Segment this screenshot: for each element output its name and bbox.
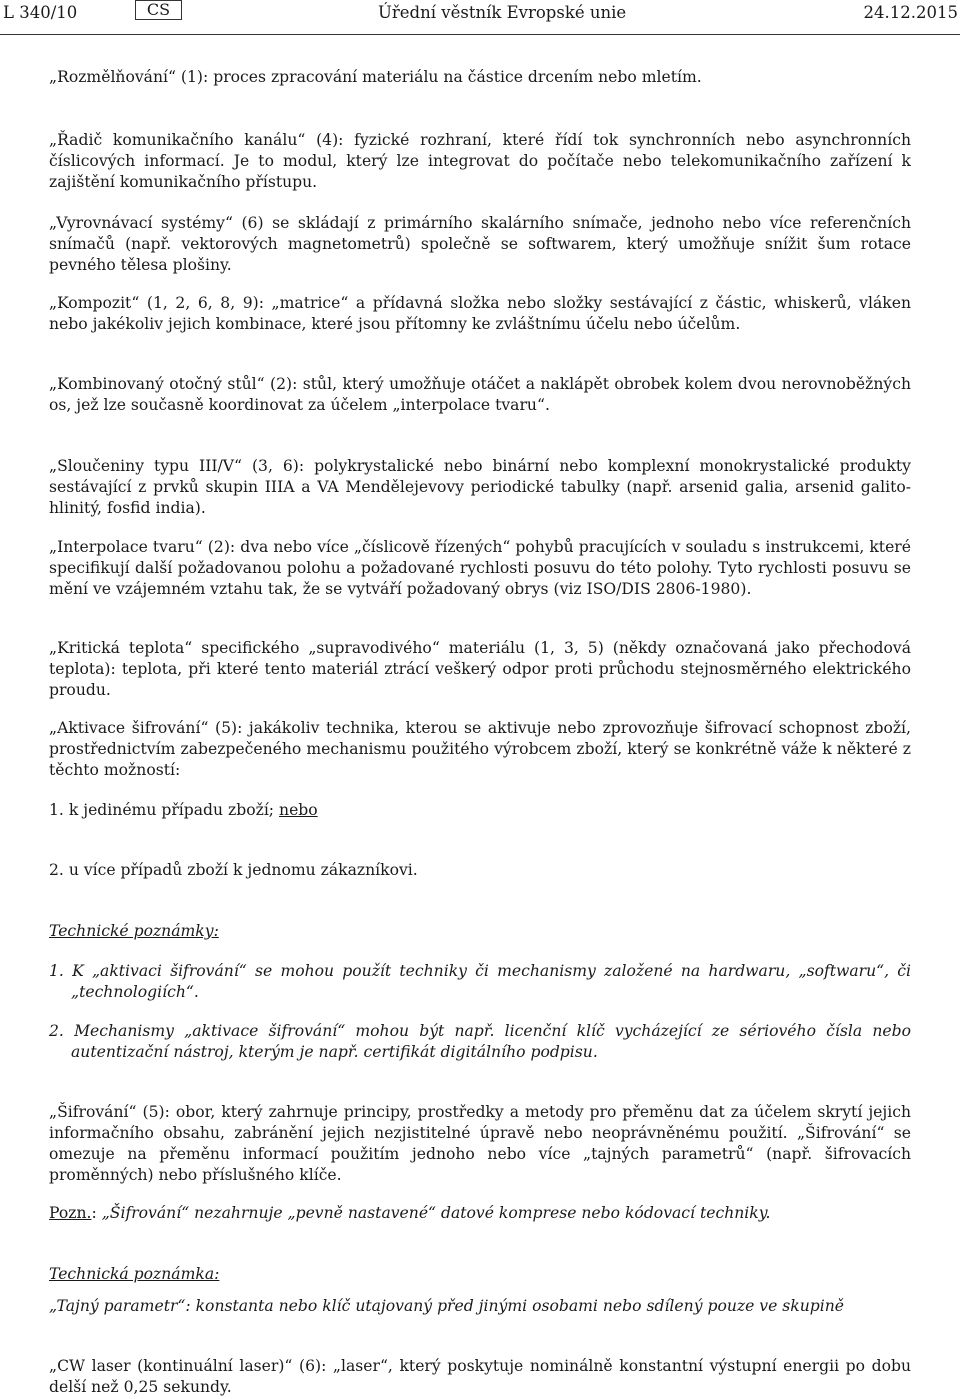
pozn-label: Pozn. — [49, 1204, 92, 1222]
definition-radic-komunikacniho-kanalu: „Řadič komunikačního kanálu“ (4): fyzické rozhraní, které řídí tok synchronních nebo asynchronních číslicových informací. Je to modul, který lze integrovat do počítače nebo telekomunikačního zařízení k zajištění komunikačního přístupu. — [49, 131, 911, 191]
list-item-1-or: nebo — [279, 801, 318, 819]
definition-slouceniny-typu-iii-v: „Sloučeniny typu III/V“ (3, 6): polykrystalické nebo binární nebo komplexní monokrystalické produkty sestávající z prvků skupin IIIA a VA Mendělejevovy periodické tabulky (např. arsenid galia, arsenid galito-hlinitý, fosfid india). — [49, 457, 911, 517]
pozn-text: „Šifrování“ nezahrnuje „pevně nastavené“ datové komprese nebo kódovací techniky. — [96, 1204, 771, 1222]
technical-notes-heading-text: Technické poznámky: — [49, 922, 219, 940]
definition-vyrovnavaci-systemy: „Vyrovnávací systémy“ (6) se skládají z primárního skalárního snímače, jednoho nebo více referenčních snímačů (např. vektorových magnetometrů) společně se softwarem, který umožňuje snížit šum rotace pevného tělesa plošiny. — [49, 214, 911, 274]
technical-note-heading-text: Technická poznámka: — [49, 1265, 220, 1283]
definition-kriticka-teplota: „Kritická teplota“ specifického „supravodivého“ materiálu (1, 3, 5) (někdy označovaná jako přechodová teplota): teplota, při které tento materiál ztrácí veškerý odpor proti průchodu stejnosměrného elektrického proudu. — [49, 639, 911, 699]
pozn-note — [49, 1203, 911, 1224]
technical-note-1: 1. K „aktivaci šifrování“ se mohou použít techniky či mechanismy založené na hardwaru, „softwaru“, či „technologiích“. — [49, 962, 911, 1001]
list-item-2: 2. u více případů zboží k jednomu zákazníkovi. — [49, 861, 418, 879]
language-code-box: CS — [135, 0, 182, 20]
publication-date: 24.12.2015 — [863, 3, 958, 22]
page-header — [0, 0, 960, 35]
page-number: L 340/10 — [3, 3, 78, 22]
definition-cw-laser: „CW laser (kontinuální laser)“ (6): „laser“, který poskytuje nominálně konstantní výstupní energii po dobu delší než 0,25 sekundy. — [49, 1357, 911, 1396]
pozn-colon: : — [91, 1204, 97, 1222]
definition-kompozit: „Kompozit“ (1, 2, 6, 8, 9): „matrice“ a přídavná složka nebo složky sestávající z částic, whiskerů, vláken nebo jakékoliv jejich kombinace, které jsou přítomny ke zvláštnímu účelu nebo účelům. — [49, 294, 911, 333]
definition-rozmelnovani: „Rozmělňování“ (1): proces zpracování materiálu na částice drcením nebo mletím. — [49, 68, 702, 86]
definition-aktivace-sifrovani: „Aktivace šifrování“ (5): jakákoliv technika, kterou se aktivuje nebo zprovozňuje šifrovací schopnost zboží, prostřednictvím zabezpečeného mechanismu použitého výrobcem zboží, který se konkrétně váže k některé z těchto možností: — [49, 719, 911, 779]
technical-notes-heading — [49, 921, 911, 942]
definition-kombinovany-otocny-stul: „Kombinovaný otočný stůl“ (2): stůl, který umožňuje otáčet a naklápět obrobek kolem dvou nerovnoběžných os, jež lze současně koordinovat za účelem „interpolace tvaru“. — [49, 375, 911, 414]
tajny-parametr-note: „Tajný parametr“: konstanta nebo klíč utajovaný před jinými osobami nebo sdílený pouze ve skupině — [49, 1297, 845, 1315]
journal-title: Úřední věstník Evropské unie — [378, 3, 627, 22]
definition-interpolace-tvaru: „Interpolace tvaru“ (2): dva nebo více „číslicově řízených“ pohybů pracujících v souladu s instrukcemi, které specifikují další požadovanou polohu a požadované rychlosti posuvu do této polohy. Tyto rychlosti posuvu se mění ve vzájemném vztahu tak, že se vytváří požadovaný obrys (viz ISO/DIS 2806-1980). — [49, 538, 911, 598]
definition-sifrovani: „Šifrování“ (5): obor, který zahrnuje principy, prostředky a metody pro přeměnu dat za účelem skrytí jejich informačního obsahu, zabránění jejich nezjistitelné úpravě nebo neoprávněnému použití. „Šifrování“ se omezuje na přeměnu informací použitím jednoho nebo více „tajných parametrů“ (např. šifrovacích proměnných) nebo příslušného klíče. — [49, 1103, 911, 1184]
technical-note-2: 2. Mechanismy „aktivace šifrování“ mohou být např. licenční klíč vycházející ze sériového čísla nebo autentizační nástroj, kterým je např. certifikát digitálního podpisu. — [49, 1022, 911, 1061]
technical-note-heading — [49, 1264, 911, 1285]
list-item-1-text: 1. k jedinému případu zboží; — [49, 801, 275, 819]
list-item-1 — [49, 800, 911, 821]
